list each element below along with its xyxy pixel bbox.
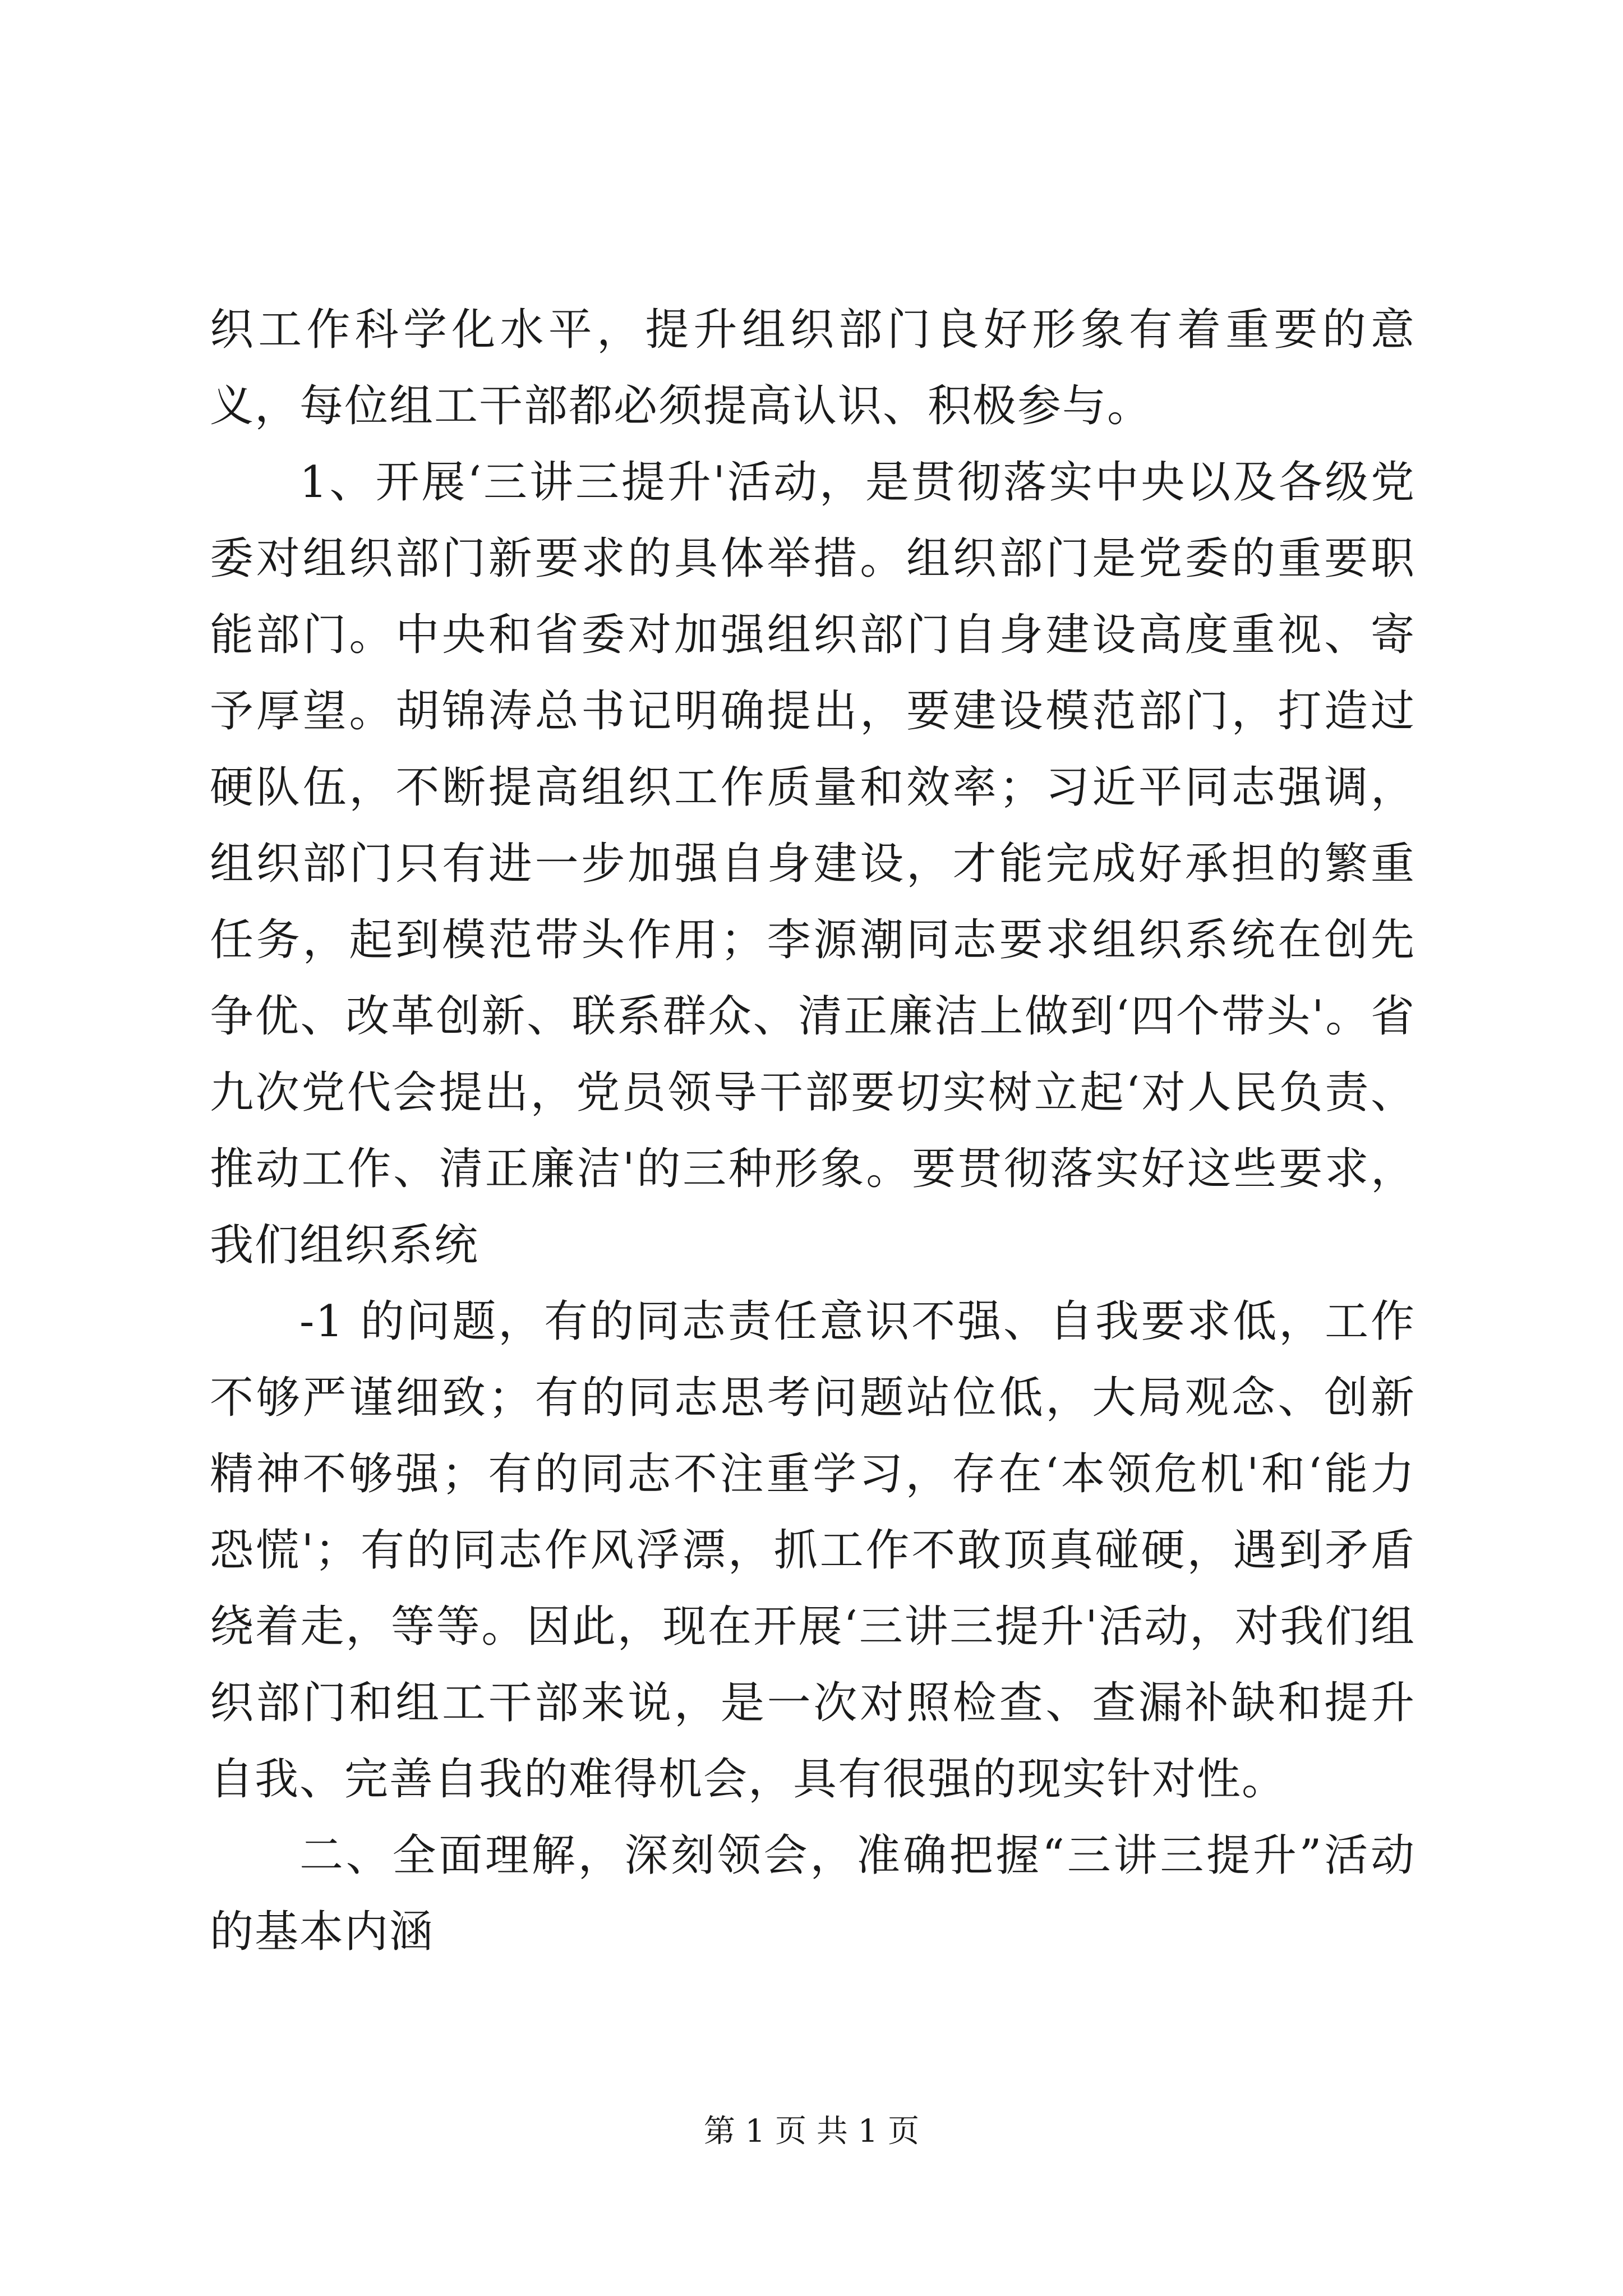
page-footer: 第 1 页 共 1 页: [703, 2113, 920, 2150]
paragraph-problems: -1 的问题，有的同志责任意识不强、自我要求低，工作不够严谨细致；有的同志思考问题站位低，大局观念、创新精神不够强；有的同志不注重学习，存在‘本领危机'和‘能力恐慌'；有的同志作风浮漂，抓工作不敢顶真碰硬，遇到矛盾绕着走，等等。因此，现在开展‘三讲三提升'活动，对我们组织部门和组工干部来说，是一次对照检查、查漏补缺和提升自我、完善自我的难得机会，具有很强的现实针对性。: [210, 1296, 1415, 1805]
paragraph-point-1: 1、开展‘三讲三提升'活动，是贯彻落实中央以及各级党委对组织部门新要求的具体举措。组织部门是党委的重要职能部门。中央和省委对加强组织部门自身建设高度重视、寄予厚望。胡锦涛总书记明确提出，要建设模范部门，打造过硬队伍，不断提高组织工作质量和效率；习近平同志强调，组织部门只有进一步加强自身建设，才能完成好承担的繁重任务，起到模范带头作用；李源潮同志要求组织系统在创先争优、改革创新、联系群众、清正廉洁上做到‘四个带头'。省九次党代会提出，党员领导干部要切实树立起‘对人民负责、推动工作、清正廉洁'的三种形象。要贯彻落实好这些要求，我们组织系统: [210, 457, 1415, 1271]
document-body: [210, 292, 1415, 1970]
section-heading-2: 二、全面理解，深刻领会，准确把握“三讲三提升”活动的基本内涵: [210, 1830, 1415, 1957]
paragraph-continuation: 织工作科学化水平，提升组织部门良好形象有着重要的意义，每位组工干部都必须提高认识、积极参与。: [210, 305, 1415, 431]
